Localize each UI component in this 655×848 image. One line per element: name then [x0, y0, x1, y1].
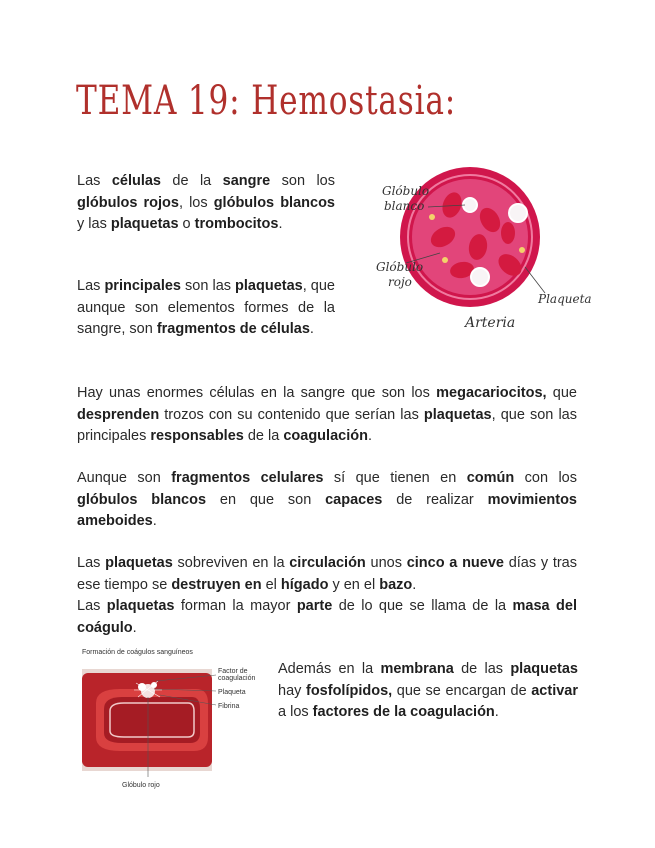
text: de la [160, 173, 223, 189]
text: forman la mayor [174, 598, 297, 614]
keyword: plaquetas [235, 278, 303, 294]
text: Hay unas enormes células en la sangre que son los [77, 385, 437, 401]
text: con los [514, 470, 577, 486]
red-cell [501, 222, 515, 244]
keyword: bazo [379, 576, 413, 593]
keyword: movimientos ameboides [77, 491, 577, 529]
white-cell [463, 198, 477, 212]
text: . [494, 704, 499, 720]
label-fibrin: Fibrina [218, 703, 240, 710]
text: hay [278, 682, 306, 699]
pointer-line [525, 267, 545, 293]
paragraph-blood-cells [77, 171, 335, 236]
keyword: capaces [325, 491, 383, 508]
text: o [178, 216, 195, 232]
platelet [429, 214, 435, 220]
text: , los [178, 194, 214, 211]
text: . [412, 576, 417, 593]
label-red-cell-2: rojo [388, 275, 412, 289]
keyword: destruyen en [171, 576, 262, 593]
white-cell [509, 204, 527, 222]
keyword: células [111, 173, 161, 189]
text: Las [77, 598, 107, 614]
text: , que son las principales [77, 406, 577, 444]
keyword: glóbulos blancos [213, 194, 335, 211]
keyword: fragmentos de células [156, 321, 310, 337]
keyword: desprenden [77, 406, 160, 423]
text: sobreviven en la [172, 555, 290, 571]
keyword: parte [296, 598, 333, 614]
text: Además en la [278, 661, 381, 677]
text: en que son [206, 491, 326, 508]
text: son las [181, 278, 236, 294]
text: el [261, 576, 281, 593]
platelet [519, 247, 525, 253]
keyword: responsables [150, 428, 244, 444]
text: que [546, 385, 577, 401]
paragraph-phospholipids [278, 659, 578, 724]
keyword: sangre [222, 173, 271, 189]
text: de las [453, 661, 511, 677]
platelet [442, 257, 448, 263]
paragraph-platelets-main [77, 276, 335, 341]
text: y en el [328, 576, 380, 593]
text: . [367, 428, 372, 444]
keyword: principales [104, 278, 181, 294]
label-coagulation-factor-2: coagulación [218, 675, 256, 682]
text: de realizar [382, 491, 488, 508]
text: . [278, 216, 283, 232]
keyword: circulación [289, 555, 366, 571]
text: trozos con su contenido que serían las [159, 406, 424, 423]
keyword: coagulación [283, 428, 368, 444]
page-title: TEMA 19: Hemostasia: [76, 78, 457, 124]
paragraph-megakaryocytes [77, 383, 577, 448]
artery-diagram [370, 165, 600, 335]
text: unos [365, 555, 407, 571]
keyword: megacariocitos, [436, 385, 547, 401]
paragraph-ameboid [77, 468, 577, 533]
keyword: glóbulos rojos [77, 194, 179, 211]
text: . [309, 321, 314, 337]
keyword: plaquetas [110, 216, 179, 232]
label-red-cell-1: Glóbulo [376, 260, 424, 274]
keyword: masa del coágulo [77, 598, 577, 636]
label-platelet: Plaqueta [538, 292, 592, 306]
text: días y tras ese tiempo se [77, 555, 577, 593]
text: que se encargan de [392, 682, 532, 699]
keyword: hígado [280, 576, 329, 593]
text: Las [77, 173, 112, 189]
clot-figure-title: Formación de coágulos sanguíneos [82, 649, 193, 656]
text: y las [77, 216, 111, 232]
text: . [132, 619, 137, 636]
keyword: factores de la coagulación [312, 704, 495, 720]
keyword: plaquetas [105, 555, 173, 571]
text: Aunque son [77, 470, 172, 486]
text: son los [270, 173, 335, 189]
keyword: membrana [380, 661, 454, 677]
label-coagulation-factor-1: Factor de [218, 668, 248, 675]
text: de la [243, 428, 284, 444]
keyword: cinco a nueve [406, 555, 504, 571]
text: Las [77, 278, 105, 294]
white-cell [471, 268, 489, 286]
label-white-cell-2: blanco [384, 199, 425, 213]
text: de lo que se llama de la [332, 598, 513, 614]
keyword: plaquetas [423, 406, 492, 423]
keyword: activar [531, 682, 578, 699]
label-artery: Arteria [465, 315, 516, 331]
label-red-cell: Glóbulo rojo [122, 782, 160, 789]
text: . [152, 513, 157, 529]
text: sí que tienen en [323, 470, 467, 486]
text: , que aunque son elementos formes de la sangre, son [77, 278, 335, 337]
label-platelet: Plaqueta [218, 689, 246, 696]
clot-formation-diagram [76, 645, 276, 795]
text: Las [77, 555, 106, 571]
keyword: trombocitos [194, 216, 279, 232]
keyword: plaquetas [106, 598, 175, 614]
keyword: fosfolípidos, [305, 682, 393, 699]
label-white-cell-1: Glóbulo [382, 184, 430, 198]
paragraph-lifespan [77, 553, 577, 639]
keyword: plaquetas [510, 661, 578, 677]
keyword: fragmentos celulares [171, 470, 324, 486]
text: a los [278, 704, 313, 720]
keyword: glóbulos blancos [77, 491, 207, 508]
keyword: común [466, 470, 515, 486]
